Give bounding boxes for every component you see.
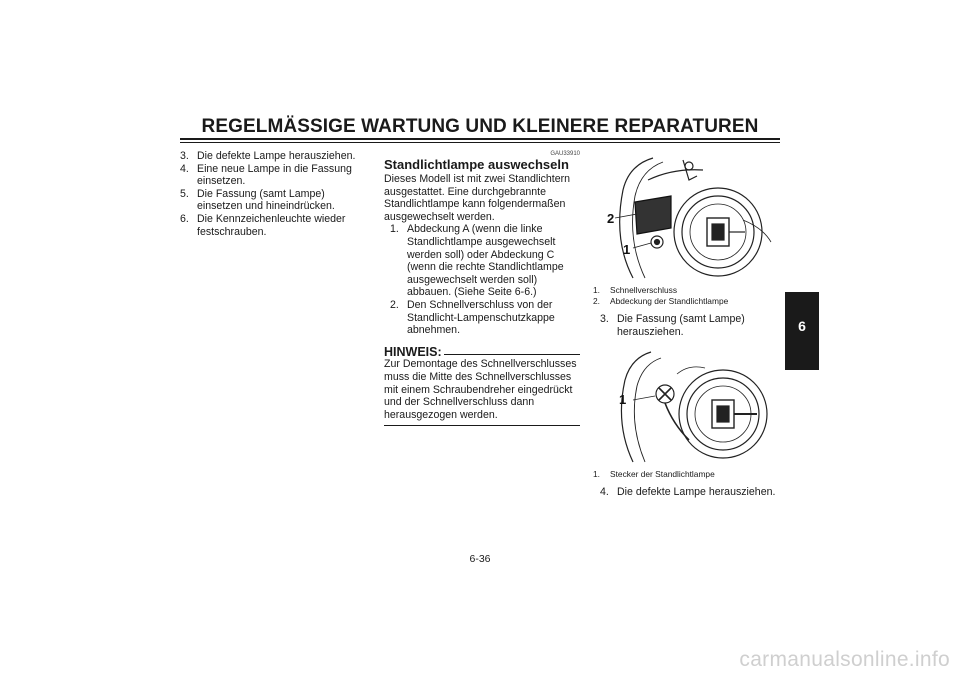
note-end-rule bbox=[384, 425, 580, 426]
header-rule-thin bbox=[180, 142, 780, 143]
chapter-tab-label: 6 bbox=[798, 318, 806, 334]
column-right bbox=[592, 150, 792, 499]
header-rule bbox=[180, 138, 780, 140]
note-label: HINWEIS: bbox=[384, 344, 442, 359]
figure-headlight-cover bbox=[592, 150, 793, 307]
step-list-left bbox=[180, 150, 370, 238]
list-item: 3. Die Fassung (samt Lampe) herausziehen. bbox=[600, 313, 745, 338]
callout-1: 1 bbox=[623, 242, 631, 257]
list-item: 1. Schnellverschluss bbox=[593, 285, 678, 295]
list-item: 3. Die defekte Lampe herausziehen. bbox=[180, 150, 356, 162]
list-item: 4. Eine neue Lampe in die Fassung einsetzen. bbox=[180, 162, 352, 188]
list-item: 2. Abdeckung der Standlichtlampe bbox=[593, 296, 729, 306]
watermark: carmanualsonline.info bbox=[739, 648, 950, 671]
intro-paragraph: Dieses Modell ist mit zwei Standlichtern ausgestattet. Eine durchgebrannte Standlichtlampe kann folgendermaßen ausgewechselt werden. bbox=[384, 173, 571, 223]
list-item: 1. Abdeckung A (wenn die linke Standlichtlampe ausgewechselt werden soll) oder Abdeckung C (wenn die rechte Standlichtlampe ausgewechselt werden soll) abbauen. (Siehe Seite 6-6.) bbox=[390, 223, 564, 299]
callout-2: 2 bbox=[607, 211, 615, 226]
list-item: 6. Die Kennzeichenleuchte wieder festschrauben. bbox=[180, 212, 346, 238]
note-box bbox=[384, 346, 580, 427]
section-title: Standlichtlampe auswechseln bbox=[384, 157, 569, 172]
step-3 bbox=[592, 313, 792, 338]
list-item: 2. Den Schnellverschluss von der Standlicht-Lampenschutzkappe abnehmen. bbox=[390, 298, 555, 337]
list-item: 5. Die Fassung (samt Lampe) einsetzen und hineindrücken. bbox=[180, 187, 335, 213]
step-4 bbox=[592, 486, 792, 499]
page-title: REGELMÄSSIGE WARTUNG UND KLEINERE REPARATUREN bbox=[201, 116, 759, 137]
figure2-captions bbox=[593, 469, 793, 480]
figure-bulb-socket bbox=[592, 344, 793, 480]
figure1-captions bbox=[593, 285, 793, 307]
callout-1: 1 bbox=[619, 392, 627, 408]
headlight-cover-illustration bbox=[593, 150, 793, 280]
column-middle bbox=[384, 150, 580, 426]
step-list-middle bbox=[384, 223, 580, 336]
page-number: 6-36 bbox=[469, 553, 491, 565]
list-item: 4. Die defekte Lampe herausziehen. bbox=[600, 486, 776, 499]
reference-code: GAU33910 bbox=[550, 151, 580, 157]
note-text: Zur Demontage des Schnellverschlusses muss die Mitte des Schnellverschlusses mit einem Schraubendreher eingedrückt und der Schnellverschluss dann herausgezogen werden. bbox=[384, 358, 577, 421]
column-left bbox=[180, 150, 370, 238]
bulb-socket-illustration bbox=[593, 344, 793, 464]
list-item: 1. Stecker der Standlichtlampe bbox=[593, 469, 715, 480]
note-rule bbox=[444, 354, 580, 355]
